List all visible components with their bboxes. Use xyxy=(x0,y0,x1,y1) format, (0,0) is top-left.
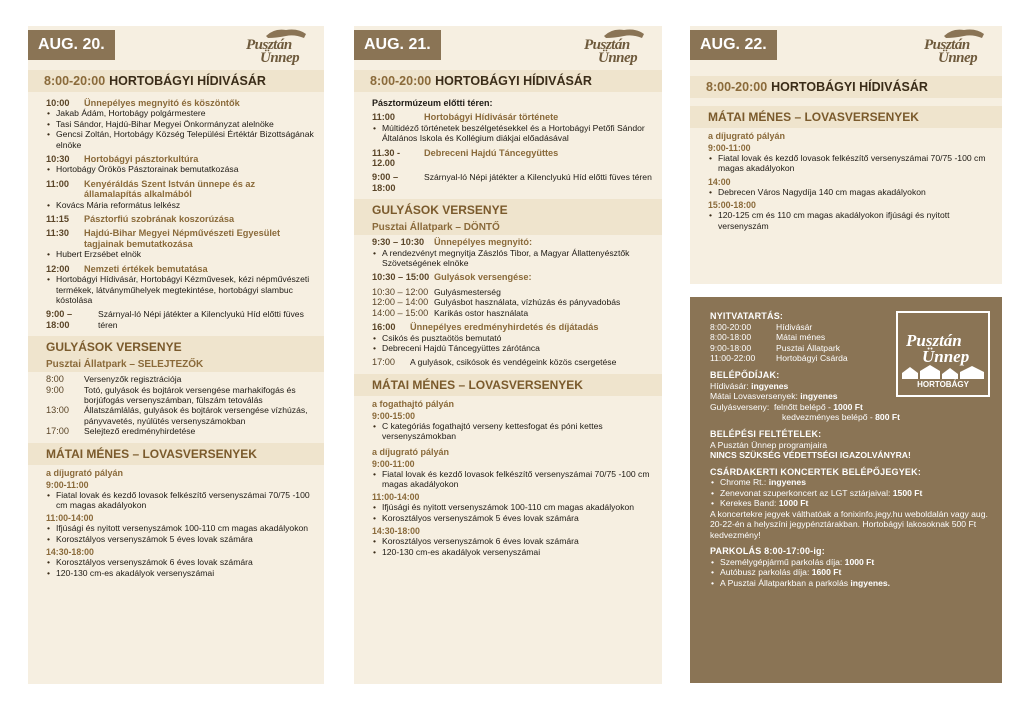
row-time: 8:00 xyxy=(46,374,64,385)
item-title: Gulyások versengése: xyxy=(434,272,532,283)
section-band-hidivasar: 8:00-20:00 HORTOBÁGYI HÍDIVÁSÁR xyxy=(690,76,1002,98)
list-item xyxy=(710,477,988,487)
opening-time: 8:00-18:00 xyxy=(710,332,752,343)
schedule-item xyxy=(28,96,324,152)
section-title-gulyasok: GULYÁSOK VERSENYE xyxy=(28,336,324,358)
slot-bullets xyxy=(690,153,1002,176)
row-text: Gulyásbot használata, vízhúzás és pányvadobás xyxy=(434,297,621,308)
row-time: 9:00 xyxy=(46,384,64,395)
pusztan-unnep-badge: Pusztán Ünnep HORTOBÁGY xyxy=(896,311,990,397)
slot-time: 14:00 xyxy=(708,176,731,187)
day-column-aug-22 xyxy=(690,26,1002,284)
opening-title: NYITVATARTÁS: xyxy=(710,311,784,321)
item-label: A Pusztai Állatparkban a parkolás xyxy=(720,577,851,588)
item-value: 1000 Ft xyxy=(778,498,809,509)
slot-time: 9:00-11:00 xyxy=(372,458,415,469)
table-row xyxy=(372,357,652,367)
item-row xyxy=(46,309,314,330)
slot-bullets xyxy=(28,557,324,580)
bullet-item: • Fiatal lovak és kezdő lovasok felkészítő versenyszámai 70/75 -100 cm magas akadályokon xyxy=(372,469,652,490)
conditions-title: BELÉPÉSI FELTÉTELEK: xyxy=(710,428,822,439)
item-bullets xyxy=(46,164,314,174)
matai-slots xyxy=(354,458,662,559)
slot-time: 11:00-14:00 xyxy=(372,492,420,503)
venue-label: a fogathajtó pályán xyxy=(372,398,455,409)
item-label: Chrome Rt.: xyxy=(720,477,769,488)
table-row xyxy=(372,297,652,307)
schedule-item xyxy=(28,307,324,332)
table-row xyxy=(372,308,652,318)
section-subtitle: Pusztai Állatpark – DÖNTŐ xyxy=(354,221,662,235)
slot-bullets xyxy=(354,469,662,492)
fees-title: BELÉPŐDÍJAK: xyxy=(710,369,780,380)
bullet-item: • Debreceni Hajdú Táncegyüttes zárótánca xyxy=(372,343,652,353)
item-bullets xyxy=(372,333,652,354)
item-value: ingyenes xyxy=(768,477,806,488)
row-text: Totó, gulyások és bojtárok versengése marhakifogás és borjúfogás versenyszámban, fülszám tetoválás xyxy=(84,384,296,405)
concert-list xyxy=(710,477,988,508)
schedule-item xyxy=(354,235,662,270)
bullet-item: • Korosztályos versenyszámok 6 éves lovak számára xyxy=(46,557,314,567)
item-time: 10:30 xyxy=(46,154,70,165)
item-row xyxy=(46,228,314,249)
date-label: AUG. 20. xyxy=(28,30,115,60)
item-bullets xyxy=(46,108,314,150)
concert-note: A koncertekre jegyek válthatóak a fonixinfo.jegy.hu weboldalán vagy aug. 20-22-én a helyszíni jegypénztárakban. Hortobágyi lakosoknak 500 Ft kedvezmény! xyxy=(710,508,988,540)
slot-time: 15:00-18:00 xyxy=(708,200,756,211)
schedule-item xyxy=(28,177,324,212)
matai-slots xyxy=(690,142,1002,233)
bullet-item: • Hortobágyi Hídivásár, Hortobágyi Kézművesek, kézi népművészeti termékek, látványműhelyek megtekintése, hortobágyi slambuc kóstolása xyxy=(46,274,314,305)
bullet-item: • Hubert Erzsébet elnök xyxy=(46,249,314,259)
opening-place: Hídivásár xyxy=(776,321,813,332)
item-bullets xyxy=(372,248,652,269)
item-time: 16:00 xyxy=(372,322,396,333)
pusztan-unnep-logo: Pusztán Ünnep xyxy=(920,26,994,66)
gulyas-rows xyxy=(28,372,324,438)
item-value: ingyenes. xyxy=(850,577,891,588)
item-row xyxy=(372,322,652,332)
venue-label: Pásztormúzeum előtti téren: xyxy=(372,98,493,108)
item-bullets xyxy=(46,200,314,210)
item-time: 11:30 xyxy=(46,228,69,239)
slot-time: 14:30-18:00 xyxy=(46,547,94,558)
table-row xyxy=(46,374,314,384)
schedule-item xyxy=(28,212,324,226)
item-time: 9:00 – 18:00 xyxy=(46,309,73,330)
info-box xyxy=(690,297,1002,683)
section-subtitle: Pusztai Állatpark – SELEJTEZŐK xyxy=(28,358,324,372)
list-item xyxy=(710,567,988,577)
item-title: Szárnyal-ló Népi játékter a Kilenclyukú Híd előtti füves téren xyxy=(424,172,652,183)
row-text: Karikás ostor használata xyxy=(434,307,529,318)
pusztan-unnep-logo: Pusztán Ünnep xyxy=(580,26,654,66)
schedule-list xyxy=(354,110,662,195)
fee-matai: Mátai Lovasversenyek: ingyenes xyxy=(710,391,838,402)
date-label: AUG. 22. xyxy=(690,30,777,60)
slot-bullets xyxy=(28,523,324,546)
list-item xyxy=(710,488,988,498)
list-item xyxy=(710,578,988,588)
item-bullets xyxy=(372,123,652,144)
day-column-aug-20 xyxy=(28,26,324,684)
item-time: 10:30 – 15:00 xyxy=(372,272,430,283)
schedule-item xyxy=(28,226,324,261)
slot-time: 14:30-18:00 xyxy=(372,526,420,537)
item-row xyxy=(46,179,314,200)
slot-time: 11:00-14:00 xyxy=(46,513,94,524)
slot-bullets xyxy=(28,490,324,513)
row-time: 17:00 xyxy=(46,426,69,437)
slot-time: 9:00-11:00 xyxy=(708,143,751,153)
item-bullets xyxy=(46,274,314,305)
item-row xyxy=(372,172,652,193)
bullet-item: • Ifjúsági és nyitott versenyszámok 100-110 cm magas akadályokon xyxy=(372,502,652,512)
schedule-item xyxy=(354,270,662,284)
row-time: 13:00 xyxy=(46,405,69,416)
item-title: Debreceni Hajdú Táncegyüttes xyxy=(424,147,559,158)
item-time: 11:00 xyxy=(372,112,395,123)
item-title: Nemzeti értékek bemutatása xyxy=(84,263,208,274)
row-time: 12:00 – 14:00 xyxy=(372,297,429,308)
item-row xyxy=(46,98,314,108)
venue-label: a díjugrató pályán xyxy=(372,446,450,457)
bullet-item: • Jakab Ádám, Hortobágy polgármestere xyxy=(46,108,314,118)
item-title: Hortobágyi Hídivásár története xyxy=(424,112,559,123)
conditions-text: A Pusztán Ünnep programjaira xyxy=(710,439,828,450)
slot-bullets xyxy=(690,187,1002,199)
section-band-hidivasar: 8:00-20:00 HORTOBÁGYI HÍDIVÁSÁR xyxy=(28,70,324,92)
bullet-item: • Korosztályos versenyszámok 6 éves lovak számára xyxy=(372,536,652,546)
fee-gulyas-discount: kedvezményes belépő - 800 Ft xyxy=(782,412,900,423)
date-label: AUG. 21. xyxy=(354,30,441,60)
parking-list xyxy=(710,557,988,588)
bullet-item: • 120-125 cm és 110 cm magas akadályokon ifjúsági és nyitott versenyszám xyxy=(708,210,992,231)
section-title-gulyasok: GULYÁSOK VERSENYE xyxy=(354,199,662,221)
bullet-item: • Csikós és pusztaötös bemutató xyxy=(372,333,652,343)
item-label: Kerekes Band: xyxy=(720,498,779,509)
fee-hidivasar: Hídivásár: ingyenes xyxy=(710,380,789,391)
slot-time: 9:00-11:00 xyxy=(46,479,89,490)
slot-bullets xyxy=(354,536,662,559)
item-title: Pásztorfiú szobrának koszorúzása xyxy=(84,214,235,225)
matai-slots xyxy=(28,479,324,580)
bullet-item: • Fiatal lovak és kezdő lovasok felkészítő versenyszámai 70/75 -100 cm magas akadályokon xyxy=(46,490,314,511)
venue-label: a díjugrató pályán xyxy=(46,467,124,478)
bullet-item: • Ifjúsági és nyitott versenyszámok 100-110 cm magas akadályokon xyxy=(46,523,314,533)
item-title: Ünnepélyes eredményhirdetés és díjátadás xyxy=(410,322,599,333)
bullet-item: • Múltidéző történetek beszélgetésekkel és a Hortobágyi Petőfi Sándor Általános Iskola és Kollégium diákjai előadásával xyxy=(372,123,652,144)
item-label: Autóbusz parkolás díja: xyxy=(720,567,812,578)
day-column-aug-21 xyxy=(354,26,662,684)
bullet-item: • Tasi Sándor, Hajdú-Bihar Megyei Önkormányzat alelnöke xyxy=(46,119,314,129)
item-row xyxy=(372,237,652,247)
section-title-matai: MÁTAI MÉNES – LOVASVERSENYEK xyxy=(690,106,1002,128)
item-time: 11:00 xyxy=(46,178,69,189)
fee-gulyas: Gulyásverseny: felnőtt belépő - 1000 Ft xyxy=(710,401,863,412)
closing-row xyxy=(354,355,662,369)
item-label: Zenevonat szuperkoncert az LGT sztárjaival: xyxy=(720,487,893,498)
schedule-list xyxy=(28,96,324,332)
gulyas-rows xyxy=(354,285,662,320)
bullet-item: • Korosztályos versenyszámok 5 éves lovak számára xyxy=(46,534,314,544)
row-text: Versenyzők regisztrációja xyxy=(84,374,182,385)
opening-time: 11:00-22:00 xyxy=(710,353,756,364)
item-title: Ünnepélyes megnyitó és köszöntők xyxy=(84,98,240,108)
opening-time: 8:00-20:00 xyxy=(710,321,752,332)
pusztan-unnep-logo: Pusztán Ünnep xyxy=(242,26,316,66)
matai-slot-fogat xyxy=(354,410,662,444)
row-text: A gulyások, csikósok és vendégeink közös csergetése xyxy=(410,357,617,368)
item-value: 1500 Ft xyxy=(892,487,923,498)
item-time: 11:15 xyxy=(46,214,69,225)
bullet-item: • Fiatal lovak és kezdő lovasok felkészítő versenyszámai 70/75 -100 cm magas akadályokon xyxy=(708,153,992,174)
item-title: Kenyéráldás Szent István ünnepe és az államalapítás alkalmából xyxy=(84,178,256,200)
item-time: 9:00 – 18:00 xyxy=(372,172,399,193)
table-row xyxy=(372,287,652,297)
schedule-item xyxy=(28,262,324,308)
gulyas-schedule xyxy=(354,235,662,369)
day-header xyxy=(28,26,324,66)
item-title: Ünnepélyes megnyitó: xyxy=(434,237,533,248)
venue-label: a díjugrató pályán xyxy=(708,131,786,141)
opening-time: 9:00-18:00 xyxy=(710,342,752,353)
item-title: Hortobágyi pásztorkultúra xyxy=(84,154,199,165)
day-header xyxy=(690,26,1002,66)
opening-place: Hortobágyi Csárda xyxy=(776,353,848,364)
item-row xyxy=(46,264,314,274)
parking-title: PARKOLÁS 8:00-17:00-ig: xyxy=(710,546,825,557)
bullet-item: • 120-130 cm-es akadályok versenyszámai xyxy=(46,568,314,578)
item-value: 1600 Ft xyxy=(811,567,842,578)
item-bullets xyxy=(46,249,314,259)
row-text: Állatszámlálás, gulyások és bojtárok versengése vízhúzás, pányvavetés, nyúlütés versenyszámokban xyxy=(84,405,308,426)
list-item xyxy=(710,557,988,567)
row-time: 14:00 – 15:00 xyxy=(372,307,429,318)
item-time: 12:00 xyxy=(46,263,70,274)
item-row xyxy=(372,148,652,169)
conditions-notice: NINCS SZÜKSÉG VÉDETTSÉGI IGAZOLVÁNYRA! xyxy=(710,450,911,461)
item-row xyxy=(46,154,314,164)
item-time: 9:30 – 10:30 xyxy=(372,237,425,248)
schedule-item xyxy=(28,152,324,177)
row-text: Gulyásmesterség xyxy=(434,286,501,297)
table-row xyxy=(46,426,314,436)
section-title-matai: MÁTAI MÉNES – LOVASVERSENYEK xyxy=(28,443,324,465)
bullet-item: • Hortobágy Örökös Pásztorainak bemutatkozása xyxy=(46,164,314,174)
slot-bullets xyxy=(690,210,1002,233)
table-row xyxy=(46,405,314,426)
village-icon xyxy=(902,365,984,379)
slot-time: 9:00-15:00 xyxy=(372,410,416,421)
concert-title: CSÁRDAKERTI KONCERTEK BELÉPŐJEGYEK: xyxy=(710,466,922,477)
schedule-item xyxy=(354,110,662,145)
item-row xyxy=(372,112,652,122)
table-row xyxy=(46,385,314,406)
bullet-item: • Gencsi Zoltán, Hortobágy Község Települési Értéktár Bizottságának elnöke xyxy=(46,129,314,150)
item-row xyxy=(372,272,652,282)
slot-bullets xyxy=(354,502,662,525)
item-value: 1000 Ft xyxy=(844,556,875,567)
bullet-item: • Debrecen Város Nagydíja 140 cm magas akadályokon xyxy=(708,187,992,197)
row-time: 17:00 xyxy=(372,357,395,368)
item-row xyxy=(46,214,314,224)
day-header xyxy=(354,26,662,66)
bullet-item: • Kovács Mária református lelkész xyxy=(46,200,314,210)
bullet-item: • A rendezvényt megnyitja Zászlós Tibor, a Magyar Állattenyésztők Szövetségének elnöke xyxy=(372,248,652,269)
bullet-item: • C kategóriás fogathajtó verseny kettesfogat és póni kettes versenyszámokban xyxy=(372,421,652,442)
opening-place: Mátai ménes xyxy=(776,332,826,343)
item-label: Személygépjármű parkolás díja: xyxy=(720,556,845,567)
item-title: Hajdú-Bihar Megyei Népművészeti Egyesület tagjainak bemutatkozása xyxy=(84,228,281,249)
schedule-item xyxy=(354,146,662,171)
bullet-item: • 120-130 cm-es akadályok versenyszámai xyxy=(372,547,652,557)
opening-place: Pusztai Állatpark xyxy=(776,342,841,353)
item-time: 11.30 - 12.00 xyxy=(372,147,401,169)
item-time: 10:00 xyxy=(46,98,70,108)
item-title: Szárnyal-ló Népi játékter a Kilenclyukú Híd előtti füves téren xyxy=(98,309,304,330)
schedule-item xyxy=(354,170,662,195)
section-band-hidivasar: 8:00-20:00 HORTOBÁGYI HÍDIVÁSÁR xyxy=(354,70,662,92)
list-item xyxy=(710,498,988,508)
bullet-item: • Korosztályos versenyszámok 5 éves lovak számára xyxy=(372,513,652,523)
row-time: 10:30 – 12:00 xyxy=(372,286,429,297)
slot-bullets xyxy=(354,421,662,444)
schedule-item xyxy=(354,320,662,355)
badge-place: HORTOBÁGY xyxy=(917,380,969,390)
row-text: Selejtező eredményhirdetése xyxy=(84,426,196,437)
section-title-matai: MÁTAI MÉNES – LOVASVERSENYEK xyxy=(354,374,662,396)
